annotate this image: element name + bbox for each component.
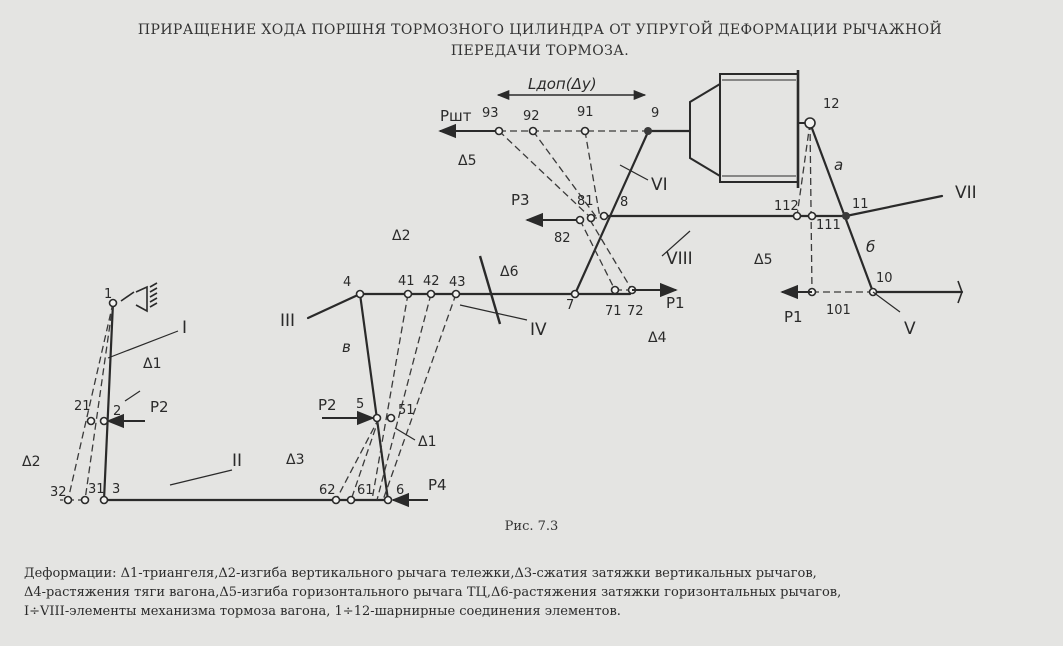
label-joint-5-1: 51 [398, 403, 415, 418]
joint-7 [572, 291, 579, 298]
joint-11-1 [809, 213, 816, 220]
label-joint-5: 5 [356, 397, 365, 412]
element-label-III: III [280, 311, 296, 331]
label-delta-1-lower: Δ1 [418, 434, 437, 450]
joint-8 [601, 213, 608, 220]
joint-9-2 [530, 128, 537, 135]
joint-4 [357, 291, 364, 298]
label-joint-4: 4 [343, 275, 352, 290]
label-joint-6-2: 62 [319, 483, 336, 498]
label-joint-6-1: 61 [357, 483, 374, 498]
joint-3-1 [82, 497, 89, 504]
element-label-V: V [904, 319, 916, 339]
label-force-p2-mid: P2 [318, 396, 337, 414]
element-label-I: I [182, 318, 188, 338]
notes-line-3: I÷VIII-элементы механизма тормоза вагона, 1÷12-шарнирные соединения элементов. [24, 604, 621, 619]
joint-8-1 [577, 217, 584, 224]
joint-12 [805, 118, 815, 128]
label-joint-4-2: 42 [423, 274, 440, 289]
element-label-VI: VI [651, 175, 668, 195]
joint-11 [842, 212, 850, 220]
notes-line-2: Δ4-растяжения тяги вагона,Δ5-изгиба горизонтального рычага ТЦ,Δ6-растяжения затяжки горизонтальных рычагов, [24, 585, 842, 600]
brake-cylinder [690, 70, 810, 188]
label-joint-11-2: 112 [774, 199, 799, 214]
element-VI-lever [575, 132, 648, 294]
label-delta-5-right: Δ5 [754, 252, 773, 268]
label-lever-a: а [834, 156, 844, 174]
label-joint-12: 12 [823, 97, 840, 112]
label-force-p-sht: Pшт [440, 107, 472, 125]
label-joint-8-2: 82 [554, 231, 571, 246]
label-delta-2-left: Δ2 [22, 454, 41, 470]
label-joint-1: 1 [104, 287, 113, 302]
label-joint-9-1: 91 [577, 105, 594, 120]
label-joint-9-3: 93 [482, 106, 499, 121]
joint-6 [385, 497, 392, 504]
element-III-rod [308, 294, 360, 318]
label-force-p1-right: P1 [784, 308, 803, 326]
joint-4-3 [453, 291, 460, 298]
joint-9-1 [582, 128, 589, 135]
joint-9-3 [496, 128, 503, 135]
joint-2 [101, 418, 108, 425]
notes-line-1: Деформации: Δ1-триангеля,Δ2-изгиба вертикального рычага тележки,Δ3-сжатия затяжки вертикальных рычагов, [24, 566, 817, 581]
label-joint-2-1: 21 [74, 399, 91, 414]
label-delta-3: Δ3 [286, 452, 305, 468]
joint-5-1 [388, 415, 395, 422]
joint-6-1 [348, 497, 355, 504]
label-joint-7-2: 72 [627, 304, 644, 319]
joint-3 [101, 497, 108, 504]
label-joint-10-1: 101 [826, 303, 851, 318]
element-label-VIII: VIII [666, 249, 693, 269]
label-joint-2: 2 [113, 404, 122, 419]
label-joint-6: 6 [396, 483, 405, 498]
label-joint-11-1: 111 [816, 218, 841, 233]
label-delta-5-top: Δ5 [458, 153, 477, 169]
label-joint-4-3: 43 [449, 275, 466, 290]
element-label-IV: IV [530, 320, 547, 340]
joint-7-1 [612, 287, 619, 294]
label-joint-9-2: 92 [523, 109, 540, 124]
label-joint-3: 3 [112, 482, 121, 497]
label-joint-8-1: 81 [577, 194, 594, 209]
label-joint-8: 8 [620, 195, 629, 210]
label-delta-6: Δ6 [500, 264, 519, 280]
fixed-support-1 [136, 287, 147, 311]
label-joint-7-1: 71 [605, 304, 622, 319]
label-joint-4-1: 41 [398, 274, 415, 289]
joint-4-2 [428, 291, 435, 298]
label-joint-9: 9 [651, 106, 660, 121]
label-joint-7: 7 [566, 298, 575, 313]
joint-8-2 [588, 215, 595, 222]
element-label-II: II [232, 451, 243, 471]
label-joint-3-1: 31 [88, 482, 105, 497]
label-delta-4: Δ4 [648, 330, 667, 346]
figure-notes [24, 564, 1059, 621]
title-line-1: ПРИРАЩЕНИЕ ХОДА ПОРШНЯ ТОРМОЗНОГО ЦИЛИНДРА ОТ УПРУГОЙ ДЕФОРМАЦИИ РЫЧАЖНОЙ [137, 22, 943, 38]
joint-2-1 [88, 418, 95, 425]
label-force-p1: P1 [666, 294, 685, 312]
joint-9 [644, 127, 652, 135]
element-I-lever [104, 303, 113, 500]
joint-5 [374, 415, 381, 422]
label-delta-2-top: Δ2 [392, 228, 411, 244]
label-force-p4: P4 [428, 476, 447, 494]
element-label-VII: VII [955, 183, 977, 203]
label-lever-b: в [342, 338, 351, 356]
figure-caption: Рис. 7.3 [504, 519, 559, 534]
label-delta-1-upper: Δ1 [143, 356, 162, 372]
label-force-p3: P3 [511, 191, 530, 209]
title-line-2: ПЕРЕДАЧИ ТОРМОЗА. [450, 43, 630, 59]
label-force-p2-left: P2 [150, 398, 169, 416]
label-joint-10: 10 [876, 271, 893, 286]
label-joint-3-2: 32 [50, 485, 67, 500]
label-dimension-ldop: Lдоп(Δу) [528, 75, 597, 93]
joint-4-1 [405, 291, 412, 298]
label-lever-b2: б [866, 238, 876, 256]
label-joint-11: 11 [852, 197, 869, 212]
